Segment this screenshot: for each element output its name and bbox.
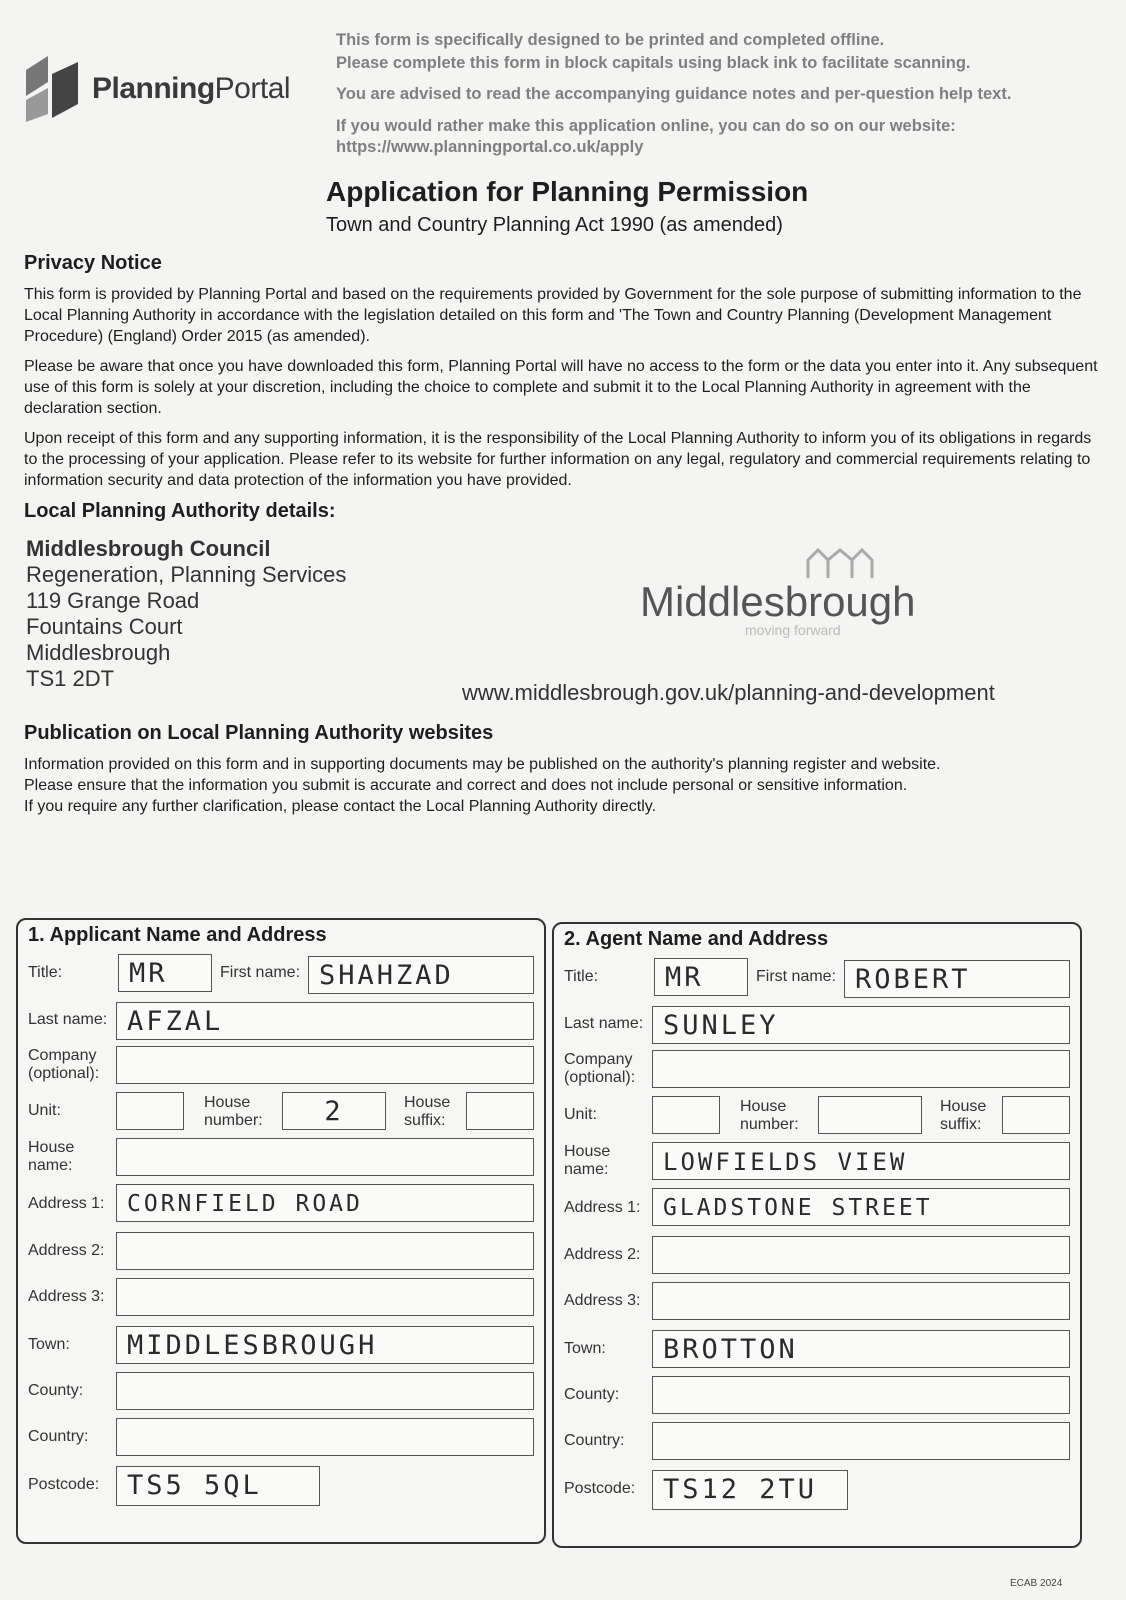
applicant-company-field[interactable] bbox=[116, 1046, 534, 1084]
agent-last-name-field[interactable]: SUNLEY bbox=[652, 1006, 1070, 1044]
agent-address2-label: Address 2: bbox=[564, 1246, 641, 1263]
agent-town-label: Town: bbox=[564, 1340, 606, 1357]
agent-address3-field[interactable] bbox=[652, 1282, 1070, 1320]
publication-text bbox=[24, 754, 1104, 817]
form-subtitle: Town and Country Planning Act 1990 (as amended) bbox=[326, 214, 783, 236]
applicant-address3-field[interactable] bbox=[116, 1278, 534, 1316]
agent-postcode-field[interactable]: TS12 2TU bbox=[652, 1470, 848, 1510]
applicant-address2-label: Address 2: bbox=[28, 1242, 105, 1259]
privacy-paragraph: This form is provided by Planning Portal and based on the requirements provided by Government for the sole purpose of submitting information to the Local Planning Authority in accordance with the legislation detailed on this form and 'The Town and Country Planning (Development Management Procedure) (England) Order 2015 (as amended). bbox=[24, 286, 1082, 345]
applicant-county-field[interactable] bbox=[116, 1372, 534, 1410]
lpa-address bbox=[26, 536, 346, 692]
lpa-line: Middlesbrough bbox=[26, 640, 171, 665]
lpa-line: 119 Grange Road bbox=[26, 588, 200, 613]
middlesbrough-logo-icon bbox=[800, 548, 880, 580]
agent-house-number-field[interactable] bbox=[818, 1096, 922, 1134]
agent-country-label: Country: bbox=[564, 1432, 625, 1449]
agent-house-suffix-field[interactable] bbox=[1002, 1096, 1070, 1134]
privacy-text bbox=[24, 284, 1104, 500]
agent-company-field[interactable] bbox=[652, 1050, 1070, 1088]
applicant-company-label: Company (optional): bbox=[28, 1047, 100, 1082]
agent-first-name-field[interactable]: ROBERT bbox=[844, 960, 1070, 998]
notice-block-capitals: Please complete this form in block capitals using black ink to facilitate scanning. bbox=[336, 54, 971, 72]
applicant-panel bbox=[16, 918, 546, 1544]
agent-house-number-label: House number: bbox=[740, 1098, 799, 1133]
applicant-address1-label: Address 1: bbox=[28, 1195, 105, 1212]
applicant-town-label: Town: bbox=[28, 1336, 70, 1353]
agent-title-field[interactable]: MR bbox=[654, 958, 748, 996]
notice-offline: This form is specifically designed to be printed and completed offline. bbox=[336, 31, 885, 49]
applicant-title-field[interactable]: MR bbox=[118, 954, 212, 992]
agent-title-label: Title: bbox=[564, 968, 599, 985]
applicant-house-name-label: House name: bbox=[28, 1139, 75, 1174]
publication-line: Please ensure that the information you submit is accurate and correct and does not include personal or sensitive information. bbox=[24, 777, 908, 794]
agent-panel bbox=[552, 922, 1082, 1548]
planning-portal-logo-icon bbox=[22, 52, 82, 122]
publication-heading: Publication on Local Planning Authority websites bbox=[24, 722, 494, 744]
agent-postcode-label: Postcode: bbox=[564, 1480, 636, 1497]
applicant-unit-field[interactable] bbox=[116, 1092, 184, 1130]
agent-address1-label: Address 1: bbox=[564, 1199, 641, 1216]
applicant-address1-field[interactable]: CORNFIELD ROAD bbox=[116, 1184, 534, 1222]
agent-address1-field[interactable]: GLADSTONE STREET bbox=[652, 1188, 1070, 1226]
agent-unit-field[interactable] bbox=[652, 1096, 720, 1134]
lpa-line: Middlesbrough Council bbox=[26, 536, 271, 561]
applicant-house-suffix-label: House suffix: bbox=[404, 1094, 451, 1129]
agent-first-name-label: First name: bbox=[756, 968, 837, 985]
agent-last-name-label: Last name: bbox=[564, 1015, 644, 1032]
agent-county-label: County: bbox=[564, 1386, 620, 1403]
publication-line: If you require any further clarification, please contact the Local Planning Authority directly. bbox=[24, 798, 657, 815]
applicant-house-number-field[interactable]: 2 bbox=[282, 1092, 386, 1130]
agent-address3-label: Address 3: bbox=[564, 1292, 641, 1309]
lpa-line: Regeneration, Planning Services bbox=[26, 562, 347, 587]
applicant-house-name-field[interactable] bbox=[116, 1138, 534, 1176]
publication-line: Information provided on this form and in supporting documents may be published on the authority's planning register and website. bbox=[24, 756, 941, 773]
applicant-title-label: Title: bbox=[28, 964, 63, 981]
applicant-county-label: County: bbox=[28, 1382, 84, 1399]
applicant-last-name-field[interactable]: AFZAL bbox=[116, 1002, 534, 1040]
form-title: Application for Planning Permission bbox=[326, 176, 809, 207]
middlesbrough-logo-text: Middlesbrough bbox=[640, 578, 916, 625]
applicant-postcode-field[interactable]: TS5 5QL bbox=[116, 1466, 320, 1506]
lpa-line: Fountains Court bbox=[26, 614, 183, 639]
notice-url-link[interactable]: https://www.planningportal.co.uk/apply bbox=[336, 138, 644, 156]
agent-town-field[interactable]: BROTTON bbox=[652, 1330, 1070, 1368]
planning-portal-logo-text: PlanningPortal bbox=[92, 72, 291, 105]
applicant-address3-label: Address 3: bbox=[28, 1288, 105, 1305]
notice-guidance: You are advised to read the accompanying guidance notes and per-question help text. bbox=[336, 85, 1012, 103]
applicant-first-name-field[interactable]: SHAHZAD bbox=[308, 956, 534, 994]
lpa-line: TS1 2DT bbox=[26, 666, 115, 691]
agent-address2-field[interactable] bbox=[652, 1236, 1070, 1274]
applicant-unit-label: Unit: bbox=[28, 1102, 61, 1119]
privacy-paragraph: Upon receipt of this form and any supporting information, it is the responsibility of the Local Planning Authority to inform you of its obligations in regards to the processing of your application. Please refer to its website for further information on any legal, regulatory and commercial requirements relating to information security and data protection of the information you have provided. bbox=[24, 430, 1092, 489]
applicant-last-name-label: Last name: bbox=[28, 1011, 108, 1028]
applicant-address2-field[interactable] bbox=[116, 1232, 534, 1270]
applicant-first-name-label: First name: bbox=[220, 964, 301, 981]
agent-county-field[interactable] bbox=[652, 1376, 1070, 1414]
privacy-heading: Privacy Notice bbox=[24, 252, 162, 274]
agent-company-label: Company (optional): bbox=[564, 1051, 636, 1086]
middlesbrough-logo-tagline: moving forward bbox=[745, 622, 841, 638]
footer-code: ECAB 2024 bbox=[1010, 1578, 1063, 1589]
agent-house-name-field[interactable]: LOWFIELDS VIEW bbox=[652, 1142, 1070, 1180]
lpa-heading: Local Planning Authority details: bbox=[24, 500, 336, 522]
agent-country-field[interactable] bbox=[652, 1422, 1070, 1460]
agent-house-suffix-label: House suffix: bbox=[940, 1098, 987, 1133]
agent-house-name-label: House name: bbox=[564, 1143, 611, 1178]
applicant-postcode-label: Postcode: bbox=[28, 1476, 100, 1493]
privacy-paragraph: Please be aware that once you have downloaded this form, Planning Portal will have no access to the form or the data you enter into it. Any subsequent use of this form is solely at your discretion, including the choice to complete and submit it to the Local Planning Authority in agreement with the declaration section. bbox=[24, 358, 1098, 417]
applicant-house-suffix-field[interactable] bbox=[466, 1092, 534, 1130]
applicant-house-number-label: House number: bbox=[204, 1094, 263, 1129]
applicant-town-field[interactable]: MIDDLESBROUGH bbox=[116, 1326, 534, 1364]
applicant-country-label: Country: bbox=[28, 1428, 89, 1445]
lpa-website-link[interactable]: www.middlesbrough.gov.uk/planning-and-development bbox=[462, 680, 995, 705]
agent-unit-label: Unit: bbox=[564, 1106, 597, 1123]
notice-online: If you would rather make this application online, you can do so on our website: bbox=[336, 117, 956, 135]
applicant-country-field[interactable] bbox=[116, 1418, 534, 1456]
agent-heading: 2. Agent Name and Address bbox=[564, 928, 829, 950]
applicant-heading: 1. Applicant Name and Address bbox=[28, 924, 327, 946]
